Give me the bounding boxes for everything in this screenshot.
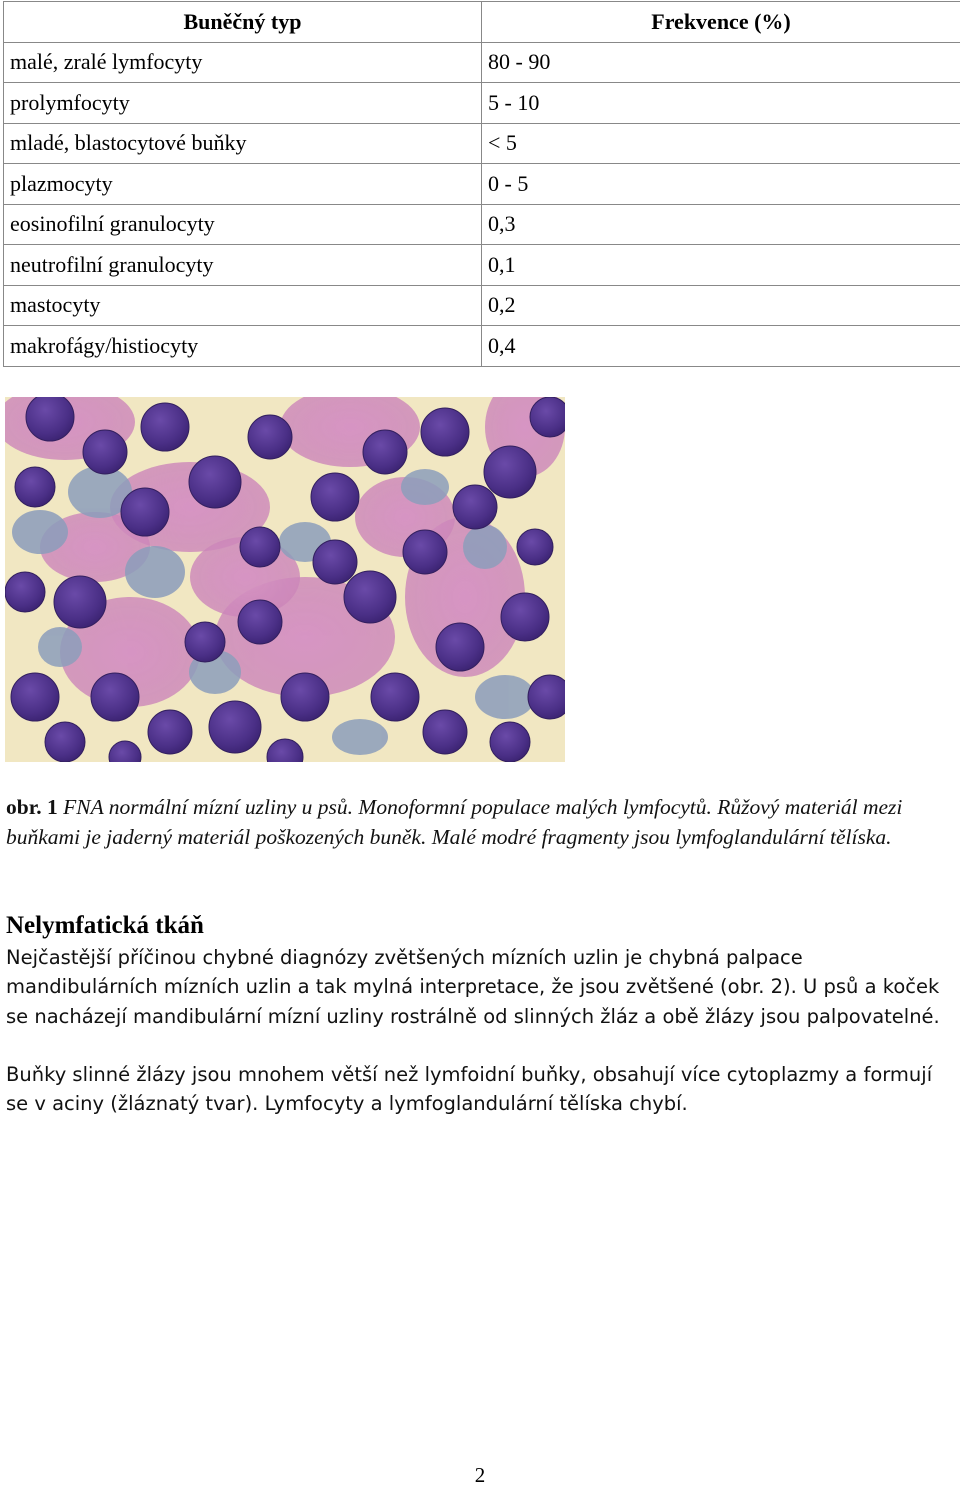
frequency-value: 0 - 5	[482, 164, 960, 205]
lymphocyte-nucleus	[121, 488, 169, 536]
lymphocyte-nucleus	[185, 622, 225, 662]
lymphocyte-nucleus	[403, 530, 447, 574]
lymphoglandular-body	[475, 675, 535, 719]
lymphocyte-nucleus	[54, 576, 106, 628]
lymphoglandular-body	[332, 719, 388, 755]
lymph-node-cytology-image	[5, 397, 565, 762]
lymphocyte-nucleus	[453, 485, 497, 529]
cell-type: malé, zralé lymfocyty	[4, 42, 482, 83]
figure-caption	[6, 792, 956, 852]
lymphocyte-nucleus	[209, 701, 261, 753]
figure-label: obr. 1	[6, 795, 58, 819]
cell-type: neutrofilní granulocyty	[4, 245, 482, 286]
lymphocyte-nucleus	[344, 571, 396, 623]
cell-type: plazmocyty	[4, 164, 482, 205]
lymphocyte-nucleus	[436, 623, 484, 671]
frequency-value: 0,3	[482, 204, 960, 245]
frequency-value: 0,4	[482, 326, 960, 367]
lymphoglandular-body	[401, 469, 449, 505]
lymphocyte-nucleus	[5, 572, 45, 612]
lymphoglandular-body	[38, 627, 82, 667]
lymphocyte-nucleus	[148, 710, 192, 754]
lymphocyte-nucleus	[83, 430, 127, 474]
cell-type: prolymfocyty	[4, 83, 482, 124]
lymphoglandular-body	[12, 510, 68, 554]
lymphocyte-nucleus	[501, 593, 549, 641]
frequency-value: 0,2	[482, 285, 960, 326]
table-row	[4, 245, 960, 286]
lymphoglandular-body	[125, 546, 185, 598]
cell-type: mladé, blastocytové buňky	[4, 123, 482, 164]
table-row	[4, 285, 960, 326]
lymphocyte-nucleus	[423, 710, 467, 754]
lymphocyte-nucleus	[91, 673, 139, 721]
table-row	[4, 42, 960, 83]
table-row	[4, 326, 960, 367]
body-paragraph: Nejčastější příčinou chybné diagnózy zvětšených mízních uzlin je chybná palpace mandibulárních mízních uzlin a tak mylná interpretace, že jsou zvětšené (obr. 2). U psů a koček se nacházejí mandibulární mízní uzliny rostrálně od slinných žláz a obě žlázy jsou palpovatelné.	[6, 946, 940, 1028]
lymphocyte-nucleus	[248, 415, 292, 459]
lymphoglandular-body	[463, 525, 507, 569]
lymphocyte-nucleus	[517, 529, 553, 565]
frequency-value: 80 - 90	[482, 42, 960, 83]
column-header-frequency: Frekvence (%)	[482, 2, 960, 43]
lymphocyte-nucleus	[363, 430, 407, 474]
lymphocyte-nucleus	[530, 397, 565, 437]
lymphocyte-nucleus	[281, 673, 329, 721]
frequency-value: < 5	[482, 123, 960, 164]
lymphocyte-nucleus	[11, 673, 59, 721]
page-number: 2	[474, 1463, 486, 1487]
frequency-value: 0,1	[482, 245, 960, 286]
lymphocyte-nucleus	[490, 722, 530, 762]
lymphocyte-nucleus	[313, 540, 357, 584]
table-header-row	[4, 2, 960, 43]
lymphocyte-nucleus	[240, 527, 280, 567]
lymphocyte-nucleus	[371, 673, 419, 721]
table-row	[4, 123, 960, 164]
lymphocyte-nucleus	[189, 456, 241, 508]
column-header-cell-type: Buněčný typ	[4, 2, 482, 43]
section-heading: Nelymfatická tkáň	[6, 912, 204, 939]
table-row	[4, 164, 960, 205]
cell-type: makrofágy/histiocyty	[4, 326, 482, 367]
body-paragraph: Buňky slinné žlázy jsou mnohem větší než lymfoidní buňky, obsahují více cytoplazmy a formují se v aciny (žláznatý tvar). Lymfocyty a lymfoglandulární tělíska chybí.	[6, 1063, 933, 1116]
lymphocyte-nucleus	[311, 473, 359, 521]
table-row	[4, 204, 960, 245]
cell-type: mastocyty	[4, 285, 482, 326]
lymphocyte-nucleus	[26, 397, 74, 441]
lymphocyte-nucleus	[141, 403, 189, 451]
table-row	[4, 83, 960, 124]
lymphocyte-nucleus	[421, 408, 469, 456]
cell-type: eosinofilní granulocyty	[4, 204, 482, 245]
frequency-value: 5 - 10	[482, 83, 960, 124]
lymphocyte-nucleus	[238, 600, 282, 644]
figure-caption-text: FNA normální mízní uzliny u psů. Monoformní populace malých lymfocytů. Růžový materiál mezi buňkami je jaderný materiál poškozených buněk. Malé modré fragmenty jsou lymfoglandulární tělíska.	[6, 795, 903, 849]
cell-frequency-table	[3, 1, 960, 367]
lymphocyte-nucleus	[484, 446, 536, 498]
lymphocyte-nucleus	[15, 467, 55, 507]
lymphocyte-nucleus	[45, 722, 85, 762]
